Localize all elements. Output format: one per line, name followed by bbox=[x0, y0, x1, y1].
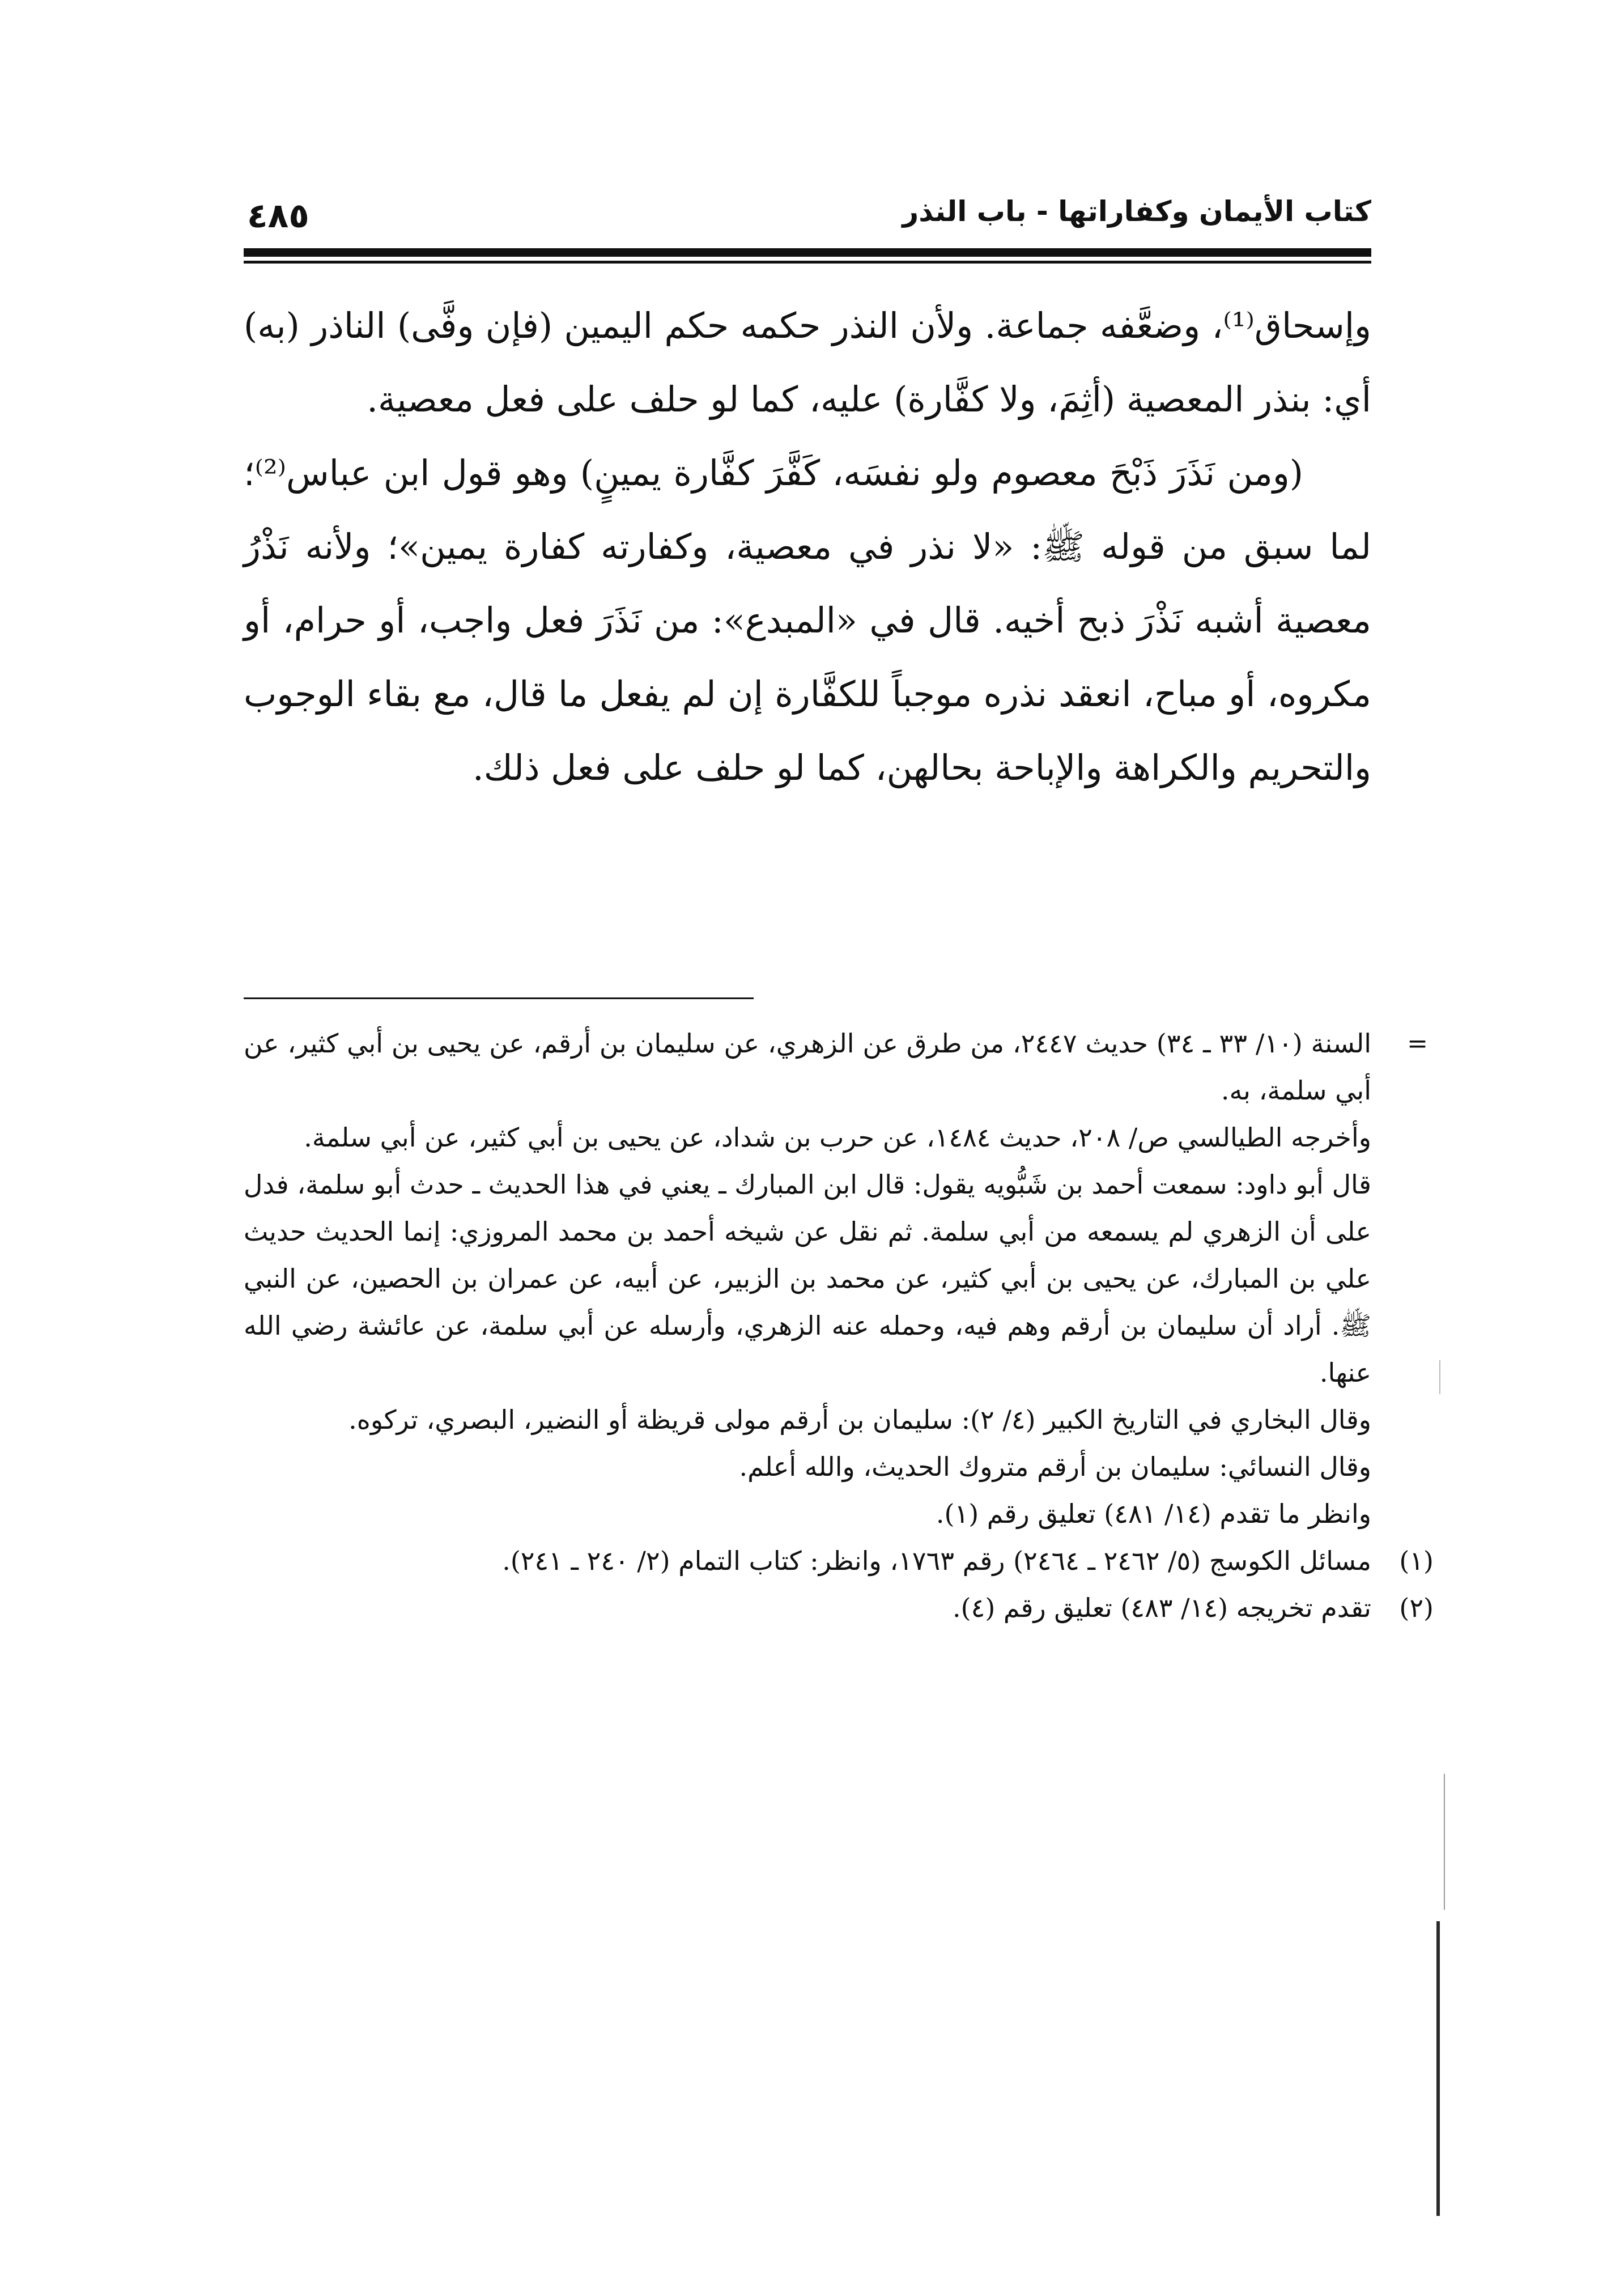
main-text bbox=[244, 289, 1371, 805]
book-page bbox=[244, 181, 1434, 2222]
footnote-number: (٢) bbox=[1399, 1593, 1434, 1623]
continuation-mark: = bbox=[1407, 1029, 1428, 1058]
footnote-line: وأخرجه الطيالسي ص/ ٢٠٨، حديث ١٤٨٤، عن حرب بن شداد، عن يحيى بن أبي كثير، عن أبي سلمة. bbox=[304, 1122, 1371, 1153]
footnote-line: قال أبو داود: سمعت أحمد بن شَبُّويه يقول: قال ابن المبارك ـ يعني في هذا الحديث ـ حدث أبو سلمة، فدل على أن الزهري لم يسمعه من أبي سلمة. ثم نقل عن شيخه أحمد بن محمد المروزي: إنما الحديث حديث علي بن المبارك، عن يحيى بن أبي كثير، عن محمد بن الزبير، عن أبيه، عن عمران بن الحصين، عن النبي ﷺ. أراد أن سليمان بن أرقم وهم فيه، وحمله عنه الزهري، وأرسله عن أبي سلمة، عن عائشة رضي الله عنها. bbox=[244, 1169, 1371, 1388]
footnote-line: وقال البخاري في التاريخ الكبير (٤/ ٢): سليمان بن أرقم مولى قريظة أو النضير، البصري، تركوه. bbox=[348, 1404, 1371, 1435]
footnote-continuation bbox=[244, 1020, 1428, 1538]
footnote-number: (١) bbox=[1399, 1545, 1434, 1576]
scan-binding-edge bbox=[1436, 1921, 1440, 2216]
footnote-text: مسائل الكوسج (٥/ ٢٤٦٢ ـ ٢٤٦٤) رقم ١٧٦٣، وانظر: كتاب التمام (٢/ ٢٤٠ ـ ٢٤١). bbox=[502, 1545, 1371, 1576]
footnote-text: تقدم تخريجه (١٤/ ٤٨٣) تعليق رقم (٤). bbox=[953, 1593, 1371, 1623]
main-paragraph: (ومن نَذَرَ ذَبْحَ معصوم ولو نفسَه، كَفَّرَ كفَّارة يمينٍ) وهو قول ابن عباس⁽²⁾؛ لما سبق من قوله ﷺ: «لا نذر في معصية، وكفارته كفارة يمين»؛ ولأنه نَذْرُ معصية أشبه نَذْرَ ذبح أخيه. قال في «المبدع»: من نَذَرَ فعل واجب، أو حرام، أو مكروه، أو مباح، انعقد نذره موجباً للكفَّارة إن لم يفعل ما قال، مع بقاء الوجوب والتحريم والكراهة والإباحة بحالهن، كما لو حلف على فعل ذلك. bbox=[244, 452, 1371, 788]
page-header bbox=[244, 181, 1371, 244]
scan-margin-mark bbox=[1439, 1360, 1440, 1394]
footnote-divider bbox=[244, 997, 754, 999]
page-number: ٤٨٥ bbox=[247, 196, 309, 236]
header-rule-thin bbox=[244, 261, 1371, 264]
footnote-line: وانظر ما تقدم (١٤/ ٤٨١) تعليق رقم (١). bbox=[936, 1498, 1371, 1529]
header-rule-thick bbox=[244, 248, 1371, 257]
footnote-2 bbox=[244, 1585, 1434, 1632]
main-paragraph: وإسحاق⁽¹⁾، وضعَّفه جماعة. ولأن النذر حكمه حكم اليمين (فإن وفَّى) الناذر (به) أي: بنذر المعصية (أثِمَ، ولا كفَّارة) عليه، كما لو حلف على فعل معصية. bbox=[244, 305, 1371, 420]
footnote-line: وقال النسائي: سليمان بن أرقم متروك الحديث، والله أعلم. bbox=[739, 1451, 1371, 1482]
running-title: كتاب الأيمان وكفاراتها - باب النذر bbox=[902, 195, 1371, 228]
scan-margin-mark bbox=[1444, 1774, 1445, 1910]
footnote-line: السنة (١٠/ ٣٣ ـ ٣٤) حديث ٢٤٤٧، من طرق عن الزهري، عن سليمان بن أرقم، عن يحيى بن أبي كثير، عن أبي سلمة، به. bbox=[244, 1028, 1371, 1106]
footnote-1 bbox=[244, 1538, 1434, 1585]
footnotes-section bbox=[244, 1020, 1434, 1632]
